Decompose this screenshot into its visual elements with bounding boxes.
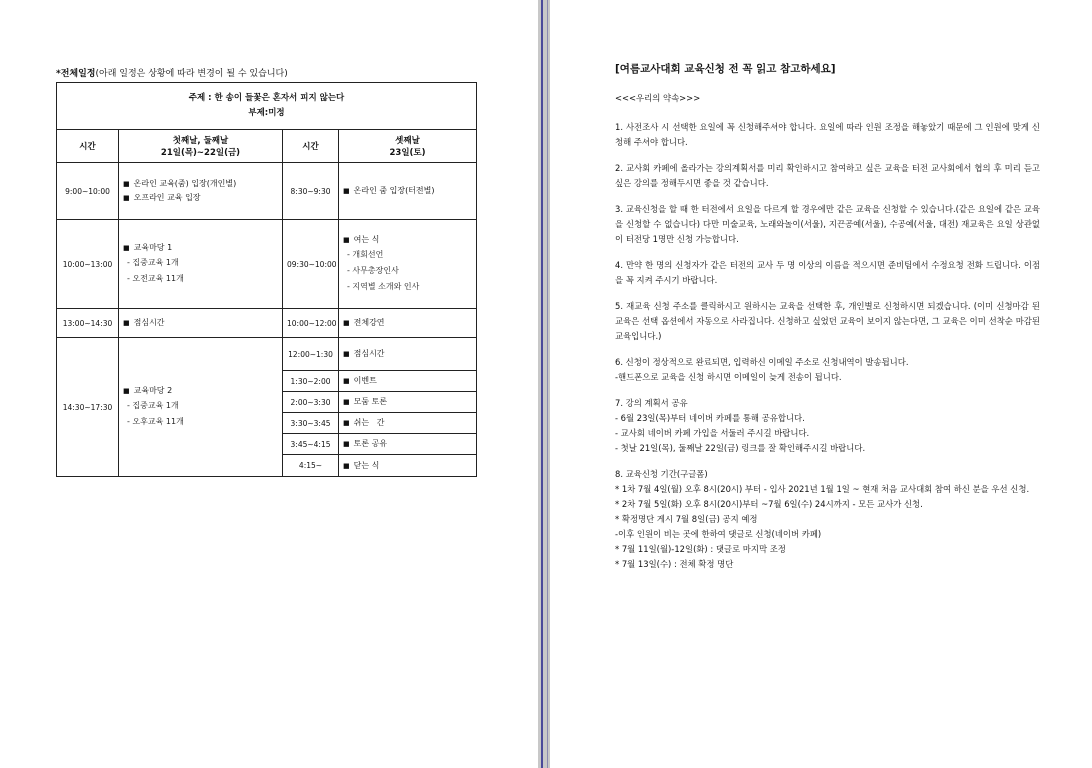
list-item (123, 177, 278, 191)
item-text: 교육마당 2 (133, 386, 173, 395)
schedule-table (56, 82, 477, 477)
item-text: 오프라인 교육 입장 (133, 193, 201, 202)
square-bullet-icon: ■ (343, 187, 350, 195)
left-time-0: 9:00~10:00 (57, 163, 119, 220)
sub-item: - 집중교육 1개 (127, 401, 179, 410)
notice-item-1: 1. 사전조사 시 선택한 요일에 꼭 신청해주셔야 합니다. 요일에 따라 인원 조정을 해놓았기 때문에 그 인원에 맞게 신청해 주셔야 합니다. (615, 122, 1040, 147)
col-header-time: 시간 (57, 130, 119, 163)
topic-cell (57, 83, 477, 130)
notice-line: - 교사회 네이버 카페 가입을 서둘러 주시길 바랍니다. (615, 428, 810, 438)
square-bullet-icon: ■ (343, 236, 350, 244)
sub-item: - 오후교육 11개 (127, 417, 184, 426)
sub-item: - 개회선언 (347, 250, 384, 259)
sub-item: - 사무총장인사 (347, 266, 399, 275)
square-bullet-icon: ■ (343, 377, 350, 385)
right-content-4 (339, 371, 477, 392)
right-content-6 (339, 413, 477, 434)
left-content-0 (119, 163, 283, 220)
left-content-2 (119, 309, 283, 338)
item-text: 토론 공유 (353, 439, 388, 448)
item-text: 교육마당 1 (133, 243, 173, 252)
header-row (57, 130, 477, 163)
notice-line: 8. 교육신청 기간(구글폼) (615, 469, 708, 479)
topic-text: 주제 : 한 송이 들꽃은 혼자서 피지 않는다 (188, 93, 345, 103)
item-text: 온라인 줌 입장(터전별) (353, 186, 435, 195)
notice-line: * 7월 13일(수) : 전체 확정 명단 (615, 559, 734, 569)
left-content-3 (119, 338, 283, 477)
item-text: 점심시간 (133, 318, 165, 327)
item-text: 전체강연 (353, 318, 385, 327)
square-bullet-icon: ■ (123, 387, 130, 395)
col-header-day3 (339, 130, 477, 163)
right-time-6: 3:30~3:45 (283, 413, 339, 434)
left-time-2: 13:00~14:30 (57, 309, 119, 338)
col-header-day12-line2: 21일(목)~22일(금) (160, 148, 241, 158)
item-text: 점심시간 (353, 349, 385, 358)
list-item (343, 184, 472, 198)
right-content-1 (339, 220, 477, 309)
notice-item-2: 2. 교사회 카페에 올라가는 강의계획서를 미리 확인하시고 참여하고 싶은 교육을 터전 교사회에서 협의 후 미리 듣고 싶은 강의를 정해두시면 좋을 것 같습니다. (615, 163, 1040, 188)
item-text: 닫는 식 (353, 460, 380, 470)
schedule-heading (56, 66, 288, 79)
square-bullet-icon: ■ (343, 319, 350, 327)
notice-item-7 (615, 396, 1040, 456)
notice-line: -이후 인원이 비는 곳에 한하여 댓글로 신청(네이버 카페) (615, 529, 822, 539)
right-content-7 (339, 434, 477, 455)
list-item (343, 347, 472, 361)
notice-line: * 1차 7월 4일(월) 오후 8시(20시) 부터 - 입사 2021년 1월 1일 ~ 현재 처음 교사대회 참여 하신 분을 우선 신청. (615, 484, 1030, 494)
right-time-5: 2:00~3:30 (283, 392, 339, 413)
right-time-2: 10:00~12:00 (283, 309, 339, 338)
right-content-8 (339, 455, 477, 477)
notice-item-5: 5. 재교육 신청 주소를 클릭하시고 원하시는 교육을 선택한 후, 개인별로 신청하시면 되겠습니다. (이미 신청마감 된 교육은 선택 옵션에서 자동으로 사라집니다. 신청하고 싶었던 교육이 보이지 않는다면, 그 교육은 이미 선착순 마감된 교육입니다.) (615, 301, 1040, 341)
list-item (343, 316, 472, 330)
col-header-day12-line1: 첫째날, 둘째날 (172, 136, 229, 146)
sub-item: - 지역별 소개와 인사 (347, 282, 420, 291)
schedule-heading-note: (아래 일정은 상황에 따라 변경이 될 수 있습니다) (95, 69, 288, 79)
col-header-day12 (119, 130, 283, 163)
square-bullet-icon: ■ (343, 350, 350, 358)
list-item (343, 233, 472, 247)
square-bullet-icon: ■ (343, 461, 350, 470)
right-time-1: 09:30~10:00 (283, 220, 339, 309)
left-page (0, 0, 538, 768)
notice-item-6 (615, 355, 1040, 385)
square-bullet-icon: ■ (123, 319, 130, 327)
left-time-1: 10:00~13:00 (57, 220, 119, 309)
item-text: 이벤트 (353, 376, 377, 385)
notice-line: * 2차 7월 5일(화) 오후 8시(20시)부터 ~7월 6일(수) 24시까지 - 모든 교사가 신청. (615, 499, 923, 509)
notice-line: * 7월 11일(월)-12일(화) : 댓글로 마지막 조정 (615, 544, 786, 554)
col-header-day3-line1: 셋째날 (395, 136, 420, 146)
subtopic-text: 부제:미정 (248, 108, 285, 118)
item-text: 쉬는 간 (353, 418, 385, 427)
square-bullet-icon: ■ (123, 180, 130, 188)
topic-row (57, 83, 477, 130)
table-row (57, 309, 477, 338)
square-bullet-icon: ■ (343, 419, 350, 427)
square-bullet-icon: ■ (343, 398, 350, 406)
notice-line: - 첫날 21일(목), 둘째날 22일(금) 링크를 잘 확인해주시길 바랍니다. (615, 443, 866, 453)
notice-item-3: 3. 교육신청을 할 때 한 터전에서 요일을 다르게 할 경우에만 같은 교육을 신청할 수 있습니다.(같은 요일에 같은 교육을 신청할 수 없습니다) 다만 미술교육, 노래와놀이(서울), 지끈공예(서울), 수공예(서울, 대전) 재교육은 요일 상관없이 터전당 1명만 신청 가능합니다. (615, 204, 1040, 244)
right-time-8: 4:15~ (283, 455, 339, 477)
list-item (343, 437, 472, 451)
list-item (343, 374, 472, 388)
list-item (343, 395, 472, 409)
page-gutter (538, 0, 550, 768)
square-bullet-icon: ■ (123, 194, 130, 202)
notice-line: * 확정명단 게시 7월 8일(금) 공지 예정 (615, 514, 758, 524)
right-time-4: 1:30~2:00 (283, 371, 339, 392)
list-item (343, 459, 472, 473)
table-row (57, 338, 477, 371)
right-content-0 (339, 163, 477, 220)
right-content-5 (339, 392, 477, 413)
notice-item-8 (615, 467, 1040, 572)
list-item (123, 241, 278, 255)
sub-item: - 오전교육 11개 (127, 274, 184, 283)
left-content-1 (119, 220, 283, 309)
right-time-7: 3:45~4:15 (283, 434, 339, 455)
list-item (343, 416, 472, 430)
page-edge-line (547, 0, 548, 768)
notice-line: - 6월 23일(목)부터 네이버 카페를 통해 공유합니다. (615, 413, 805, 423)
table-row (57, 163, 477, 220)
notice-subtitle: <<<우리의 약속>>> (615, 93, 701, 103)
notice-title: [여름교사대회 교육신청 전 꼭 읽고 참고하세요] (615, 63, 836, 75)
right-time-3: 12:00~1:30 (283, 338, 339, 371)
schedule-heading-star: *전체일정 (56, 69, 96, 79)
list-item (123, 316, 278, 330)
table-row (57, 220, 477, 309)
square-bullet-icon: ■ (343, 440, 350, 448)
item-text: 모둠 토론 (353, 397, 388, 406)
col-header-day3-line2: 23일(토) (389, 148, 426, 158)
item-text: 여는 식 (353, 235, 380, 244)
sub-item: - 집중교육 1개 (127, 258, 179, 267)
col-header-time2: 시간 (283, 130, 339, 163)
list-item (123, 384, 278, 398)
notice-line: -핸드폰으로 교육을 신청 하시면 이메일이 늦게 전송이 됩니다. (615, 372, 842, 382)
notice-line: 7. 강의 계획서 공유 (615, 398, 688, 408)
right-content-3 (339, 338, 477, 371)
right-time-0: 8:30~9:30 (283, 163, 339, 220)
item-text: 온라인 교육(줌) 입장(개인별) (133, 179, 237, 188)
notice-line: 6. 신청이 정상적으로 완료되면, 입력하신 이메일 주소로 신청내역이 발송됩니다. (615, 357, 909, 367)
page-edge-line (541, 0, 543, 768)
left-time-3: 14:30~17:30 (57, 338, 119, 477)
right-content-2 (339, 309, 477, 338)
notice-section (615, 62, 1040, 583)
notice-item-4: 4. 만약 한 명의 신청자가 같은 터전의 교사 두 명 이상의 이름을 적으시면 준비팀에서 수정요청 전화 드립니다. 이점을 꼭 지켜 주시기 바랍니다. (615, 260, 1040, 285)
square-bullet-icon: ■ (123, 244, 130, 252)
list-item (123, 191, 278, 205)
